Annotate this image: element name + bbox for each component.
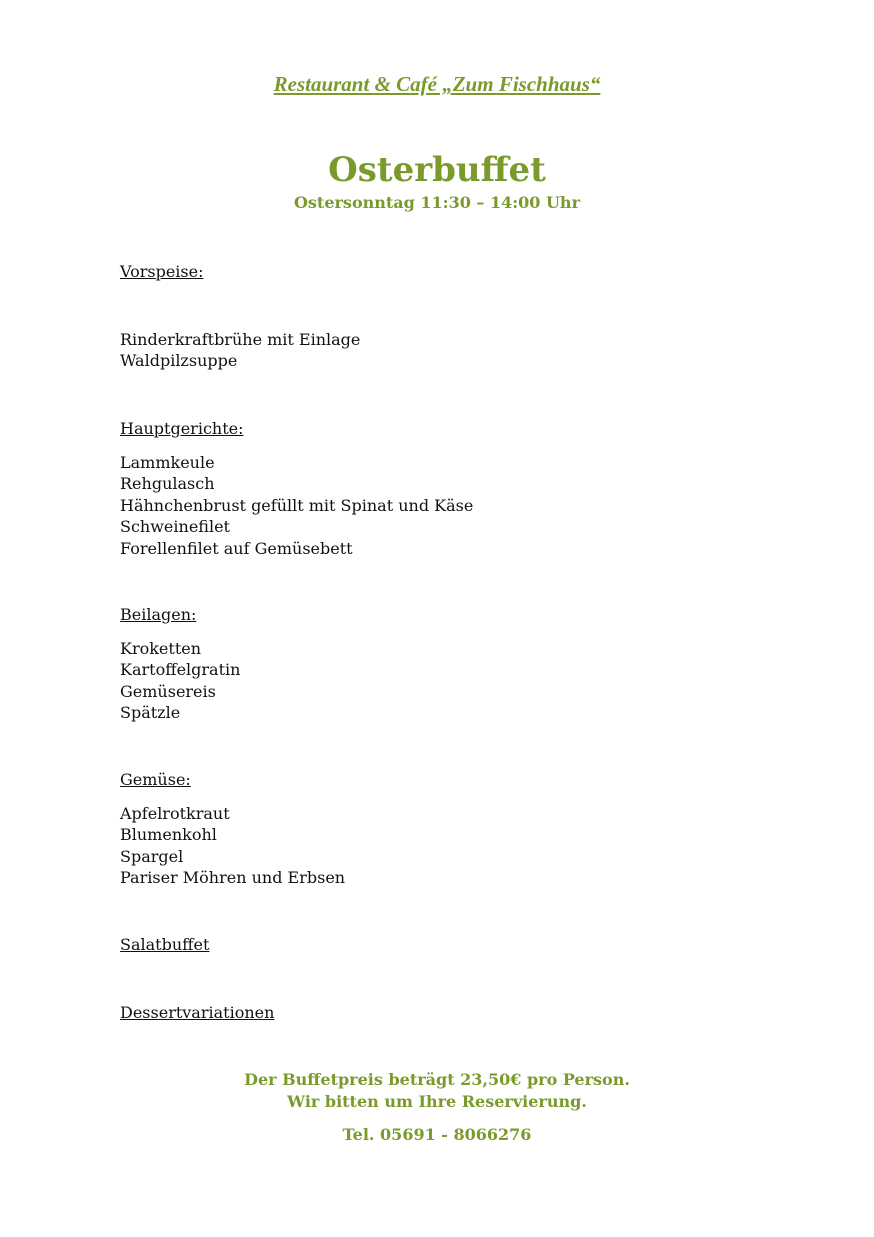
section-gemuese (120, 769, 191, 790)
list-item: Hähnchenbrust gefüllt mit Spinat und Käse (120, 495, 474, 515)
section-heading-hauptgerichte: Hauptgerichte: (120, 419, 244, 438)
section-heading-beilagen: Beilagen: (120, 605, 197, 624)
list-item: Apfelrotkraut (120, 804, 230, 823)
list-item: Spargel (120, 846, 184, 866)
page-title: Osterbuffet (328, 150, 546, 190)
list-gemuese (120, 803, 345, 889)
list-item: Waldpilzsuppe (120, 351, 238, 371)
section-hauptgerichte (120, 418, 244, 439)
list-item: Rinderkraftbrühe mit Einlage (120, 330, 361, 349)
section-salatbuffet (120, 934, 209, 955)
restaurant-name: Restaurant & Café „Zum Fischhaus“ (273, 72, 601, 96)
list-beilagen (120, 638, 240, 724)
list-item: Blumenkohl (120, 825, 217, 845)
section-dessert (120, 1002, 274, 1023)
section-beilagen (120, 604, 196, 625)
list-item: Gemüsereis (120, 681, 216, 701)
list-item: Schweinefilet (120, 517, 230, 537)
list-item: Pariser Möhren und Erbsen (120, 868, 346, 888)
list-item: Kroketten (120, 639, 202, 658)
list-item: Rehgulasch (120, 474, 215, 494)
section-heading-vorspeise: Vorspeise: (120, 262, 204, 281)
list-item: Forellenfilet auf Gemüsebett (120, 538, 353, 558)
list-hauptgerichte (120, 452, 473, 559)
list-item: Spätzle (120, 703, 181, 723)
list-item: Lammkeule (120, 453, 215, 472)
section-heading-gemuese: Gemüse: (120, 770, 191, 789)
price-info (0, 1069, 874, 1112)
section-heading-salatbuffet: Salatbuffet (120, 935, 210, 954)
list-item: Kartoffelgratin (120, 660, 241, 680)
event-time: Ostersonntag 11:30 – 14:00 Uhr (293, 193, 580, 212)
section-vorspeise (120, 261, 203, 282)
price-text: Der Buffetpreis beträgt 23,50€ pro Person. (244, 1070, 630, 1089)
phone-number: Tel. 05691 - 8066276 (342, 1125, 532, 1144)
list-vorspeise (120, 329, 360, 372)
reservation-text: Wir bitten um Ihre Reservierung. (287, 1091, 587, 1111)
section-heading-dessert: Dessertvariationen (120, 1003, 275, 1022)
